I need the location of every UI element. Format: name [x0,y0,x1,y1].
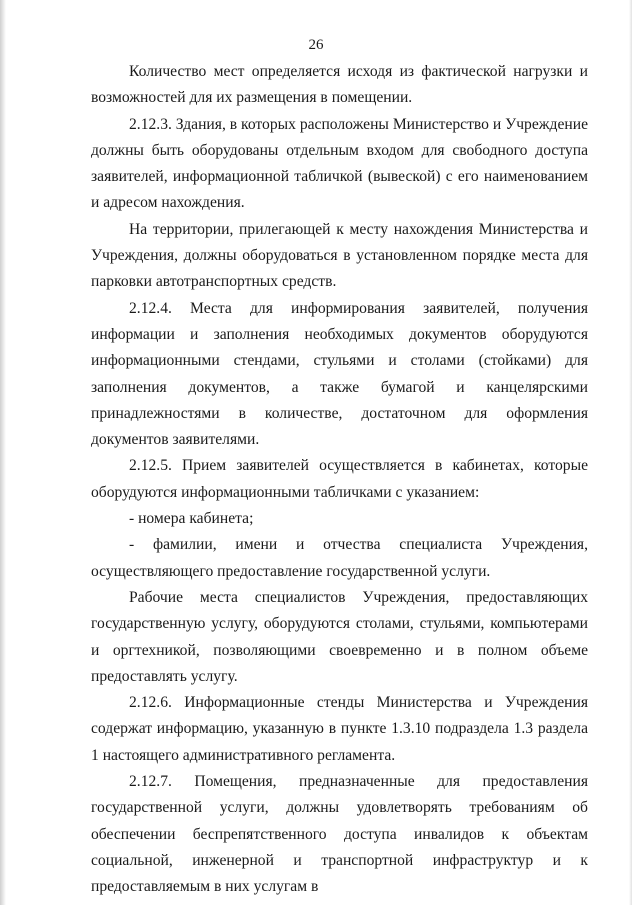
paragraph-2-12-5: 2.12.5. Прием заявителей осуществляется в кабинетах, которые оборудуются информационными табличками с указанием: [91,457,588,501]
page-number: 26 [308,37,324,53]
paragraph-seating-capacity: Количество мест определяется исходя из фактической нагрузки и возможностей для их размещения в помещении. [91,63,588,107]
paragraph-2-12-4: 2.12.4. Места для информирования заявителей, получения информации и заполнения необходимых документов оборудуются информационными стендами, стульями и столами (стойками) для заполнения документов, а также бумагой и канцелярскими принадлежностями в количестве, достаточном для оформления документов заявителями. [91,299,588,449]
paragraph-parking: На территории, прилегающей к месту нахождения Министерства и Учреждения, должны оборудоваться в установленном порядке места для парковки автотранспортных средств. [91,220,588,291]
paragraph-workplaces: Рабочие места специалистов Учреждения, предоставляющих государственную услугу, оборудуются столами, стульями, компьютерами и оргтехникой, позволяющими своевременно и в полном объеме предоставлять услугу. [91,588,588,685]
paragraph-2-12-6: 2.12.6. Информационные стенды Министерства и Учреждения содержат информацию, указанную в пункте 1.3.10 подраздела 1.3 раздела 1 настоящего административного регламента. [91,694,588,764]
paragraph-2-12-7: 2.12.7. Помещения, предназначенные для предоставления государственной услуги, должны удовлетворять требованиям об обеспечении беспрепятственного доступа инвалидов к объектам социальной, инженерной и транспортной инфраструктур и к предоставляемым в них услугам в [91,773,588,896]
list-item-room-number: - номера кабинета; [129,510,254,528]
list-item-specialist-name: - фамилии, имени и отчества специалиста Учреждения, осуществляющего предоставление государственной услуги. [91,536,588,580]
scan-left-edge [0,0,6,905]
paragraph-2-12-3: 2.12.3. Здания, в которых расположены Министерство и Учреждение должны быть оборудованы отдельным входом для свободного доступа заявителей, информационной табличкой (вывеской) с его наименованием и адресом нахождения. [91,115,588,212]
body-text [91,59,588,901]
